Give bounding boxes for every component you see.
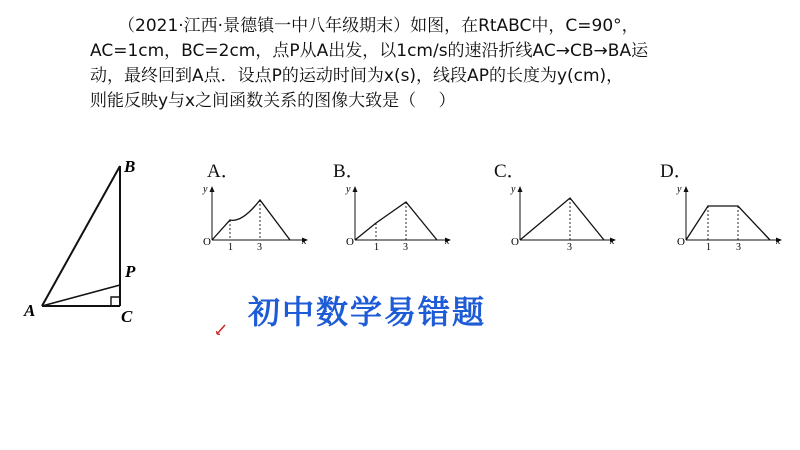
y-axis-label: y — [677, 184, 682, 195]
function-curve — [520, 198, 604, 240]
right-angle-mark — [111, 297, 120, 306]
function-curve — [212, 200, 290, 240]
x-axis-label: x — [302, 236, 307, 247]
tick-3-label: 3 — [736, 242, 741, 250]
question-line-1: （2021·江西·景德镇一中八年级期末）如图，在RtABC中，C=90°， — [118, 16, 639, 36]
origin-label: O — [203, 236, 211, 248]
y-axis-label: y — [511, 184, 516, 195]
label-a: A — [24, 301, 36, 320]
tick-3-label: 3 — [403, 242, 408, 250]
origin-label: O — [677, 236, 685, 248]
option-a-graph[interactable] — [198, 180, 313, 250]
x-axis-label: x — [445, 236, 450, 247]
y-arrow — [518, 186, 523, 192]
pen-cursor-icon — [215, 322, 229, 336]
function-curve — [686, 206, 770, 240]
y-arrow — [684, 186, 689, 192]
triangle-figure — [20, 150, 160, 330]
question-line-2: AC=1cm，BC=2cm，点P从A出发，以1cm/s的速沿折线AC→CB→BA运 — [90, 41, 649, 61]
label-p: P — [125, 262, 136, 281]
tick-1-label: 1 — [228, 242, 233, 250]
tick-3-label: 3 — [567, 242, 572, 250]
question-line-3: 动，最终回到A点．设点P的运动时间为x(s)，线段AP的长度为y(cm)， — [90, 66, 624, 86]
tick-1-label: 1 — [706, 242, 711, 250]
y-arrow — [353, 186, 358, 192]
y-axis-label: y — [203, 184, 208, 195]
option-d-label[interactable]: D． — [660, 161, 693, 182]
option-d-graph[interactable] — [672, 180, 787, 250]
y-axis-label: y — [346, 184, 351, 195]
label-c: C — [121, 307, 133, 326]
tick-3-label: 3 — [257, 242, 262, 250]
label-b: B — [124, 157, 136, 176]
option-b-graph[interactable] — [341, 180, 456, 250]
segment-ap — [42, 285, 120, 306]
x-axis-label: x — [610, 236, 615, 247]
y-arrow — [210, 186, 215, 192]
origin-label: O — [346, 236, 354, 248]
origin-label: O — [511, 236, 519, 248]
option-b-label[interactable]: B． — [333, 161, 365, 182]
x-axis-label: x — [776, 236, 781, 247]
question-line-4: 则能反映y与x之间函数关系的图像大致是（ ） — [90, 91, 456, 111]
option-c-label[interactable]: C． — [494, 161, 526, 182]
question-text — [90, 14, 730, 114]
tick-1-label: 1 — [374, 242, 379, 250]
option-c-graph[interactable] — [506, 180, 621, 250]
watermark-title: 初中数学易错题 — [248, 293, 487, 331]
function-curve — [355, 202, 437, 240]
option-a-label[interactable]: A． — [207, 161, 240, 182]
edge-ab — [42, 166, 120, 306]
